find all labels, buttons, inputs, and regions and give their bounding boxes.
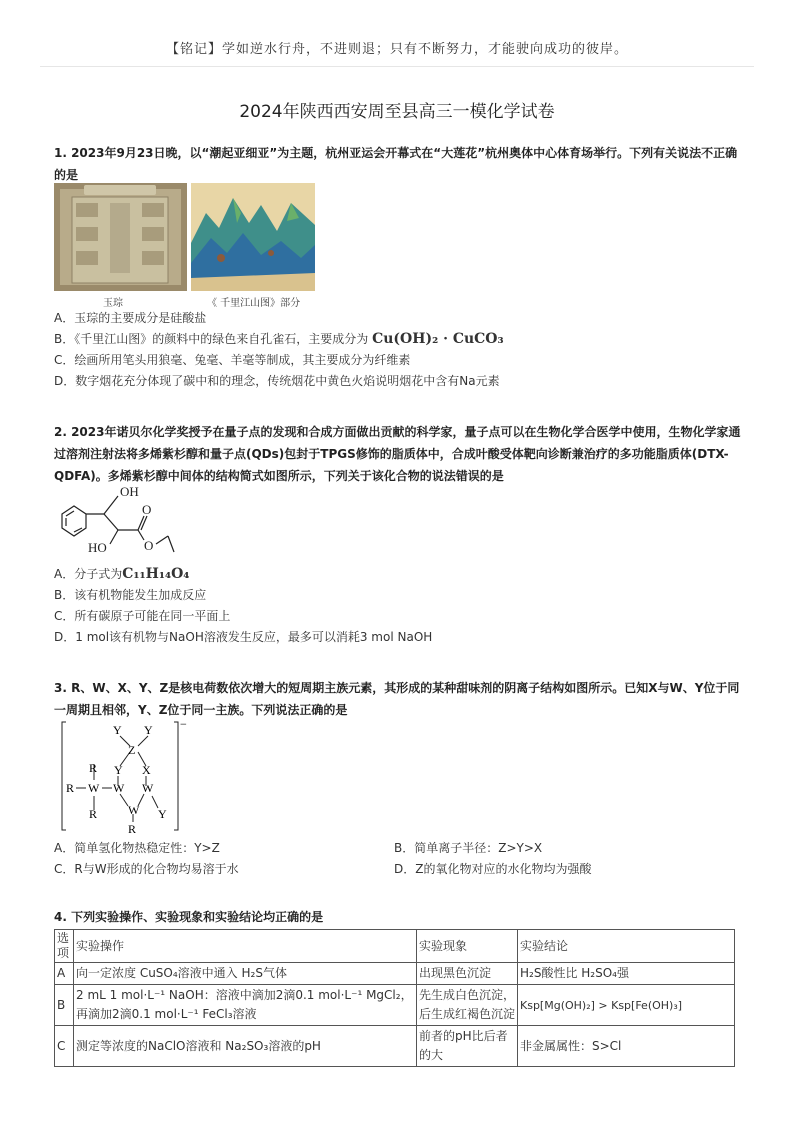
atom-w-1: W [88,781,100,795]
landscape-painting-image [191,183,315,291]
atom-r-4: R [128,822,137,836]
question-3 [54,677,744,721]
ho-label: HO [88,540,107,555]
q1-option-a: A．玉琮的主要成分是硅酸盐 [54,311,207,325]
q1-option-b: B．《千里江山图》的颜料中的绿色来自孔雀石，主要成分为 Cu(OH)₂ · CuCO₃ [54,331,504,347]
ester-o-label: O [144,538,154,553]
q3-options [54,838,744,880]
q2-stem: 2. 2023年诺贝尔化学奖授予在量子点的发现和合成方面做出贡献的科学家，量子点可以在生物化学合医学中使用，生物化学家通过溶剂注射法将多烯紫杉醇和量子点(QDs)包封于TPGS修饰的脂质体中，合成叶酸受体靶向诊断兼治疗的多功能脂质体(DTX-QDFA)。多烯紫杉醇中间体的结构简式如图所示，下列关于该化合物的说法错误的是 [54,425,741,483]
atom-y-3: Y [114,763,123,777]
atom-w-2: W [113,781,125,795]
q3-option-d: D．Z的氧化物对应的水化物均为强酸 [394,862,592,876]
experiment-table [54,929,735,1067]
header-divider [40,66,754,67]
q2-option-a-formula: C₁₁H₁₄O₄ [122,566,190,582]
anion-structure-diagram [58,718,188,836]
question-1 [54,142,744,186]
q2-option-c: C．所有碳原子可能在同一平面上 [54,609,231,623]
table-header-row [55,930,735,963]
row-b-option: B [55,985,74,1026]
q1-option-d: D．数字烟花充分体现了碳中和的理念，传统烟花中黄色火焰说明烟花中含有Na元素 [54,374,500,388]
header-phenomenon: 实验现象 [417,930,518,963]
q2-options [54,564,744,648]
header-operation: 实验操作 [74,930,417,963]
row-c-phenomenon: 前者的pH比后者的大 [417,1026,518,1067]
row-b-conclusion: Ksp[Mg(OH)₂] > Ksp[Fe(OH)₃] [518,985,735,1026]
q1-option-c: C．绘画所用笔头用狼毫、兔毫、羊毫等制成，其主要成分为纤维素 [54,353,411,367]
atom-w-3: W [142,781,154,795]
oh-label: OH [120,484,139,499]
exam-title: 2024年陕西西安周至县高三一模化学试卷 [239,102,555,122]
header-option: 选项 [55,930,74,963]
row-a-phenomenon: 出现黑色沉淀 [417,963,518,985]
question-2 [54,421,744,487]
q3-option-c: C．R与W形成的化合物均易溶于水 [54,862,239,876]
carbonyl-o-label: O [142,502,152,517]
row-b-phenomenon: 先生成白色沉淀，后生成红褐色沉淀 [417,985,518,1026]
row-c-operation: 测定等浓度的NaClO溶液和 Na₂SO₃溶液的pH [74,1026,417,1067]
q1-option-b-formula: Cu(OH)₂ · CuCO₃ [372,331,504,347]
atom-x: X [142,763,151,777]
table-row [55,1026,735,1067]
atom-r-3: R [89,807,98,821]
row-b-operation: 2 mL 1 mol·L⁻¹ NaOH：溶液中滴加2滴0.1 mol·L⁻¹ MgCl₂，再滴加2滴0.1 mol·L⁻¹ FeCl₃溶液 [74,985,417,1026]
atom-y-2: Y [144,723,153,737]
q2-option-d: D．1 mol该有机物与NaOH溶液发生反应，最多可以消耗3 mol NaOH [54,630,433,644]
row-a-option: A [55,963,74,985]
row-c-conclusion: 非金属属性：S>Cl [518,1026,735,1067]
row-a-conclusion: H₂S酸性比 H₂SO₄强 [518,963,735,985]
q3-option-a: A．简单氢化物热稳定性：Y>Z [54,841,220,855]
landscape-caption: 《 千里江山图》部分 [207,298,301,309]
atom-r-1: R [89,761,98,775]
motto-header: 【铭记】学如逆水行舟，不进则退；只有不断努力，才能驶向成功的彼岸。 [165,42,628,57]
row-a-operation: 向一定浓度 CuSO₄溶液中通入 H₂S气体 [74,963,417,985]
q2-option-b: B．该有机物能发生加成反应 [54,588,207,602]
atom-r-2: R [66,781,75,795]
table-row [55,985,735,1026]
jade-cong-caption: 玉琮 [103,298,123,309]
question-4 [54,906,744,928]
q4-stem: 4. 下列实验操作、实验现象和实验结论均正确的是 [54,910,324,924]
q2-option-a: A．分子式为C₁₁H₁₄O₄ [54,566,190,582]
q3-stem: 3. R、W、X、Y、Z是核电荷数依次增大的短周期主族元素，其形成的某种甜味剂的阴离子结构如图所示。已知X与W、Y位于同一周期且相邻，Y、Z位于同一主族。下列说法正确的是 [54,681,740,717]
atom-z: Z [128,743,136,757]
jade-cong-image [54,183,187,291]
row-c-option: C [55,1026,74,1067]
charge-sign: − [180,718,187,731]
table-row [55,963,735,985]
q1-options [54,308,744,392]
q3-option-b: B．简单离子半径：Z>Y>X [394,841,543,855]
atom-w-4: W [128,803,140,817]
header-conclusion: 实验结论 [518,930,735,963]
atom-y-4: Y [158,807,167,821]
atom-y-1: Y [113,723,122,737]
structure-diagram [54,484,194,560]
q1-stem: 1. 2023年9月23日晚，以“潮起亚细亚”为主题，杭州亚运会开幕式在“大莲花”杭州奥体中心体育场举行。下列有关说法不正确的是 [54,146,738,182]
